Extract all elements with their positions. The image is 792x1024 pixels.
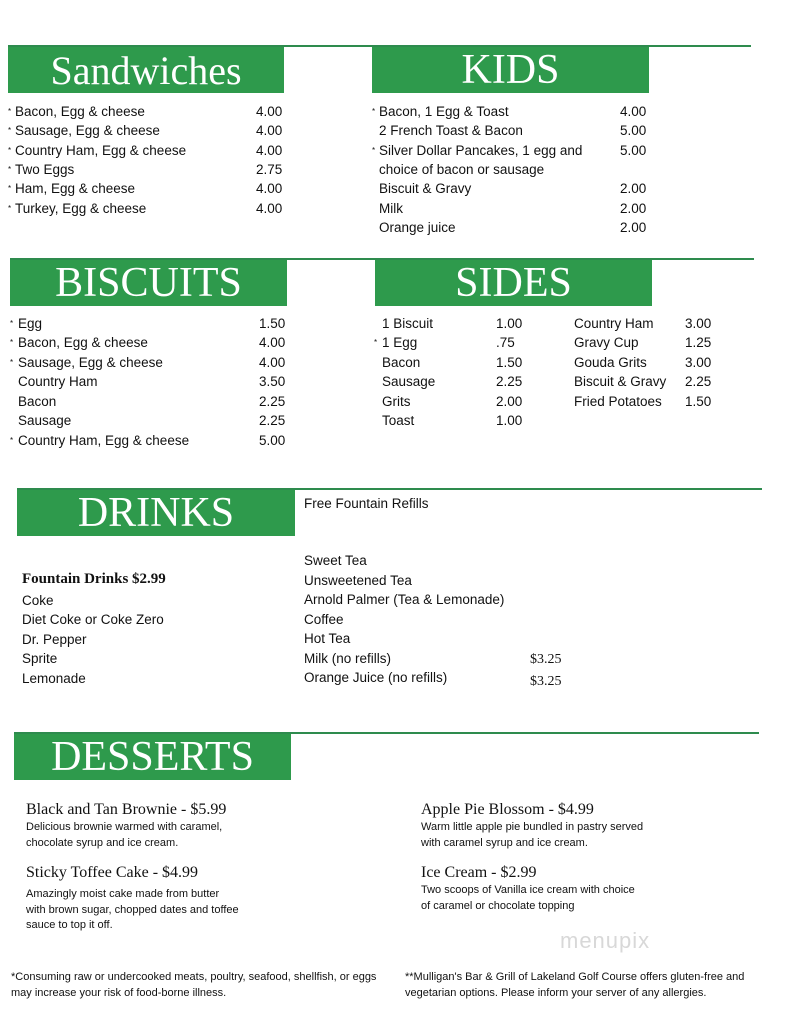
- menu-item-name: Country Ham: [574, 316, 654, 331]
- drink-item: Milk (no refills): [304, 651, 392, 666]
- menu-star: *: [8, 204, 12, 213]
- drink-item: Hot Tea: [304, 631, 351, 646]
- drink-item: Sweet Tea: [304, 553, 367, 568]
- menu-item-name: Gravy Cup: [574, 335, 639, 350]
- orange-juice-price: $3.25: [530, 674, 562, 689]
- menu-item-price: 4.00: [256, 143, 283, 158]
- drink-item: Sprite: [22, 651, 58, 666]
- drink-item: Arnold Palmer (Tea & Lemonade): [304, 592, 505, 607]
- menu-item-price: 2.00: [620, 181, 647, 196]
- dessert-title: Black and Tan Brownie - $5.99: [26, 801, 227, 818]
- kids-banner: KIDS: [372, 47, 649, 93]
- food-safety-disclaimer: *Consuming raw or undercooked meats, poultry, seafood, shellfish, or eggs may increase your risk of food-borne illness.: [11, 971, 377, 999]
- menu-star: *: [8, 107, 12, 116]
- menu-item-price: 2.25: [259, 394, 286, 409]
- menu-item-price: 5.00: [620, 123, 647, 138]
- menu-item-price: 1.00: [496, 413, 523, 428]
- menu-item-name: choice of bacon or sausage: [379, 162, 545, 177]
- drink-item: Lemonade: [22, 671, 86, 686]
- menu-star: *: [372, 107, 376, 116]
- sides-banner: SIDES: [375, 260, 652, 306]
- drink-item: Diet Coke or Coke Zero: [22, 612, 164, 627]
- menu-item-name: Bacon, Egg & cheese: [18, 335, 148, 350]
- dessert-title: Apple Pie Blossom - $4.99: [421, 801, 594, 818]
- dessert-description: Two scoops of Vanilla ice cream with choice of caramel or chocolate topping: [421, 884, 635, 912]
- menu-item-name: 2 French Toast & Bacon: [379, 123, 523, 138]
- drinks-banner: DRINKS: [17, 490, 295, 536]
- dessert-description: Delicious brownie warmed with caramel, chocolate syrup and ice cream.: [26, 821, 223, 849]
- menu-item-price: 2.00: [620, 220, 647, 235]
- dessert-description: Warm little apple pie bundled in pastry served with caramel syrup and ice cream.: [421, 821, 644, 849]
- menu-item-price: 5.00: [259, 433, 286, 448]
- menu-item-name: Country Ham, Egg & cheese: [15, 143, 187, 158]
- menu-item-name: Toast: [382, 413, 415, 428]
- menupix-watermark: menupix: [560, 928, 651, 953]
- menu-star: *: [8, 165, 12, 174]
- menu-item-price: 4.00: [259, 335, 286, 350]
- menu-star: *: [374, 338, 378, 347]
- menu-star: *: [10, 319, 14, 328]
- menu-item-name: Bacon, Egg & cheese: [15, 104, 145, 119]
- allergy-notice: **Mulligan's Bar & Grill of Lakeland Golf Course offers gluten-free and vegetarian options. Please inform your server of any allergies.: [405, 971, 745, 999]
- drink-item: Dr. Pepper: [22, 632, 87, 647]
- menu-item-price: 1.50: [685, 394, 712, 409]
- menu-item-name: 1 Egg: [382, 335, 418, 350]
- menu-item-price: 2.25: [259, 413, 286, 428]
- menu-item-price: 4.00: [256, 181, 283, 196]
- dessert-description: Amazingly moist cake made from butter with brown sugar, chopped dates and toffee sauce to top it off.: [26, 888, 239, 931]
- menu-item-price: 4.00: [256, 123, 283, 138]
- menu-item-price: 4.00: [256, 104, 283, 119]
- menu-star: *: [10, 358, 14, 367]
- menu-item-price: 3.00: [685, 355, 712, 370]
- menu-item-name: Biscuit & Gravy: [574, 374, 667, 389]
- menu-star: *: [8, 126, 12, 135]
- drink-item: Orange Juice (no refills): [304, 670, 448, 685]
- menu-item-name: Biscuit & Gravy: [379, 181, 472, 196]
- menu-star: *: [8, 184, 12, 193]
- menu-item-price: 2.00: [620, 201, 647, 216]
- drink-item: Coffee: [304, 612, 344, 627]
- menu-item-name: Orange juice: [379, 220, 456, 235]
- menu-item-price: 3.00: [685, 316, 712, 331]
- refills-note: Free Fountain Refills: [304, 496, 429, 511]
- dessert-title: Sticky Toffee Cake - $4.99: [26, 864, 199, 881]
- menu-item-name: Sausage, Egg & cheese: [18, 355, 163, 370]
- menu-item-name: 1 Biscuit: [382, 316, 434, 331]
- fountain-drinks-heading: Fountain Drinks $2.99: [22, 571, 166, 587]
- menu-item-name: Country Ham: [18, 374, 98, 389]
- menu-item-name: Sausage: [18, 413, 72, 428]
- biscuits-banner: BISCUITS: [10, 260, 287, 306]
- menu-item-name: Turkey, Egg & cheese: [15, 201, 147, 216]
- menu-item-name: Sausage: [382, 374, 436, 389]
- menu-item-price: .75: [496, 335, 515, 350]
- menu-item-price: 3.50: [259, 374, 286, 389]
- menu-star: *: [10, 338, 14, 347]
- dessert-title: Ice Cream - $2.99: [421, 864, 537, 881]
- menu-item-price: 1.50: [496, 355, 523, 370]
- menu-item-price: 2.75: [256, 162, 283, 177]
- menu-item-price: 2.00: [496, 394, 523, 409]
- menu-item-name: Bacon: [18, 394, 57, 409]
- menu-item-name: Fried Potatoes: [574, 394, 662, 409]
- menu-item-price: 5.00: [620, 143, 647, 158]
- menu-item-name: Silver Dollar Pancakes, 1 egg and: [379, 143, 583, 158]
- menu-item-name: Bacon, 1 Egg & Toast: [379, 104, 509, 119]
- drink-item: Coke: [22, 593, 54, 608]
- sandwiches-banner: Sandwiches: [8, 47, 284, 93]
- menu-item-name: Grits: [382, 394, 411, 409]
- menu-item-name: Egg: [18, 316, 43, 331]
- menu-item-name: Milk: [379, 201, 403, 216]
- menu-item-name: Two Eggs: [15, 162, 75, 177]
- menu-item-price: 1.25: [685, 335, 712, 350]
- milk-price: $3.25: [530, 652, 562, 667]
- menu-item-price: 4.00: [620, 104, 647, 119]
- menu-star: *: [8, 146, 12, 155]
- menu-item-price: 1.00: [496, 316, 523, 331]
- menu-item-name: Bacon: [382, 355, 421, 370]
- menu-item-price: 1.50: [259, 316, 286, 331]
- menu-item-name: Country Ham, Egg & cheese: [18, 433, 190, 448]
- menu-item-price: 2.25: [685, 374, 712, 389]
- menu-item-price: 4.00: [256, 201, 283, 216]
- menu-item-name: Sausage, Egg & cheese: [15, 123, 160, 138]
- menu-item-price: 2.25: [496, 374, 523, 389]
- menu-star: *: [10, 436, 14, 445]
- menu-item-name: Gouda Grits: [574, 355, 647, 370]
- menu-item-price: 4.00: [259, 355, 286, 370]
- drink-item: Unsweetened Tea: [304, 573, 412, 588]
- menu-star: *: [372, 146, 376, 155]
- menu-item-name: Ham, Egg & cheese: [15, 181, 136, 196]
- desserts-banner: DESSERTS: [14, 734, 291, 780]
